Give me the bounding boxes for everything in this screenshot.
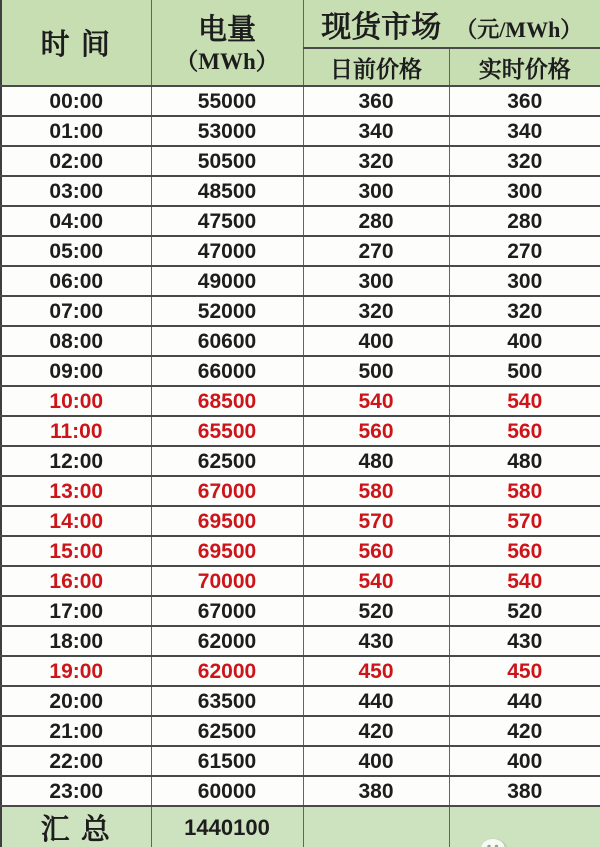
cell-real-time-price: 450 bbox=[449, 656, 600, 686]
cell-time: 08:00 bbox=[1, 326, 151, 356]
cell-energy: 50500 bbox=[151, 146, 303, 176]
cell-real-time-price: 580 bbox=[449, 476, 600, 506]
cell-energy: 69500 bbox=[151, 506, 303, 536]
cell-time: 13:00 bbox=[1, 476, 151, 506]
cell-energy: 68500 bbox=[151, 386, 303, 416]
cell-real-time-price: 570 bbox=[449, 506, 600, 536]
cell-time: 19:00 bbox=[1, 656, 151, 686]
table-row bbox=[1, 446, 600, 476]
cell-energy: 67000 bbox=[151, 596, 303, 626]
cell-energy: 60600 bbox=[151, 326, 303, 356]
table-row bbox=[1, 146, 600, 176]
cell-day-ahead-price: 480 bbox=[303, 446, 449, 476]
cell-energy: 70000 bbox=[151, 566, 303, 596]
table-row bbox=[1, 206, 600, 236]
cell-time: 15:00 bbox=[1, 536, 151, 566]
cell-day-ahead-price: 440 bbox=[303, 686, 449, 716]
table-row bbox=[1, 266, 600, 296]
cell-time: 04:00 bbox=[1, 206, 151, 236]
table-row bbox=[1, 506, 600, 536]
table-row bbox=[1, 236, 600, 266]
table-row bbox=[1, 716, 600, 746]
cell-time: 03:00 bbox=[1, 176, 151, 206]
summary-day-ahead-empty bbox=[303, 806, 449, 847]
cell-day-ahead-price: 270 bbox=[303, 236, 449, 266]
cell-real-time-price: 400 bbox=[449, 326, 600, 356]
cell-day-ahead-price: 320 bbox=[303, 296, 449, 326]
table-row bbox=[1, 176, 600, 206]
cell-energy: 67000 bbox=[151, 476, 303, 506]
cell-time: 21:00 bbox=[1, 716, 151, 746]
cell-energy: 47500 bbox=[151, 206, 303, 236]
table-footer bbox=[1, 806, 600, 847]
header-spot-market-unit: （元/MWh） bbox=[455, 16, 583, 42]
cell-real-time-price: 480 bbox=[449, 446, 600, 476]
cell-day-ahead-price: 300 bbox=[303, 176, 449, 206]
cell-energy: 49000 bbox=[151, 266, 303, 296]
cell-day-ahead-price: 280 bbox=[303, 206, 449, 236]
summary-energy-total: 1440100 bbox=[151, 806, 303, 847]
cell-energy: 61500 bbox=[151, 746, 303, 776]
cell-energy: 55000 bbox=[151, 86, 303, 116]
cell-real-time-price: 340 bbox=[449, 116, 600, 146]
cell-day-ahead-price: 380 bbox=[303, 776, 449, 806]
cell-real-time-price: 520 bbox=[449, 596, 600, 626]
cell-day-ahead-price: 430 bbox=[303, 626, 449, 656]
cell-time: 10:00 bbox=[1, 386, 151, 416]
table-row bbox=[1, 386, 600, 416]
cell-day-ahead-price: 580 bbox=[303, 476, 449, 506]
cell-energy: 65500 bbox=[151, 416, 303, 446]
cell-time: 18:00 bbox=[1, 626, 151, 656]
cell-time: 14:00 bbox=[1, 506, 151, 536]
cell-energy: 63500 bbox=[151, 686, 303, 716]
cell-real-time-price: 560 bbox=[449, 536, 600, 566]
cell-real-time-price: 500 bbox=[449, 356, 600, 386]
cell-day-ahead-price: 520 bbox=[303, 596, 449, 626]
cell-real-time-price: 560 bbox=[449, 416, 600, 446]
table-row bbox=[1, 86, 600, 116]
cell-day-ahead-price: 400 bbox=[303, 746, 449, 776]
cell-time: 20:00 bbox=[1, 686, 151, 716]
cell-day-ahead-price: 420 bbox=[303, 716, 449, 746]
cell-energy: 66000 bbox=[151, 356, 303, 386]
table-row bbox=[1, 656, 600, 686]
cell-energy: 62500 bbox=[151, 446, 303, 476]
cell-time: 09:00 bbox=[1, 356, 151, 386]
cell-real-time-price: 320 bbox=[449, 146, 600, 176]
cell-real-time-price: 440 bbox=[449, 686, 600, 716]
table-row bbox=[1, 776, 600, 806]
table-row bbox=[1, 296, 600, 326]
cell-energy: 53000 bbox=[151, 116, 303, 146]
cell-day-ahead-price: 320 bbox=[303, 146, 449, 176]
header-day-ahead-price: 日前价格 bbox=[303, 48, 449, 86]
cell-energy: 47000 bbox=[151, 236, 303, 266]
header-energy bbox=[151, 0, 303, 86]
cell-real-time-price: 270 bbox=[449, 236, 600, 266]
cell-day-ahead-price: 500 bbox=[303, 356, 449, 386]
cell-energy: 48500 bbox=[151, 176, 303, 206]
cell-day-ahead-price: 400 bbox=[303, 326, 449, 356]
cell-real-time-price: 420 bbox=[449, 716, 600, 746]
cell-time: 17:00 bbox=[1, 596, 151, 626]
cell-time: 06:00 bbox=[1, 266, 151, 296]
cell-energy: 62000 bbox=[151, 656, 303, 686]
table-row bbox=[1, 116, 600, 146]
cell-real-time-price: 300 bbox=[449, 266, 600, 296]
cell-time: 22:00 bbox=[1, 746, 151, 776]
table-row bbox=[1, 596, 600, 626]
cell-day-ahead-price: 300 bbox=[303, 266, 449, 296]
table-header bbox=[1, 0, 600, 86]
cell-day-ahead-price: 450 bbox=[303, 656, 449, 686]
header-energy-title: 电量 bbox=[197, 13, 256, 46]
cell-real-time-price: 540 bbox=[449, 566, 600, 596]
cell-real-time-price: 320 bbox=[449, 296, 600, 326]
header-spot-market-title: 现货市场 bbox=[321, 10, 442, 44]
cell-day-ahead-price: 340 bbox=[303, 116, 449, 146]
cell-real-time-price: 430 bbox=[449, 626, 600, 656]
cell-day-ahead-price: 540 bbox=[303, 386, 449, 416]
table-row bbox=[1, 536, 600, 566]
cell-day-ahead-price: 540 bbox=[303, 566, 449, 596]
cell-time: 02:00 bbox=[1, 146, 151, 176]
cell-real-time-price: 540 bbox=[449, 386, 600, 416]
table-row bbox=[1, 626, 600, 656]
header-spot-market bbox=[303, 0, 600, 48]
cell-day-ahead-price: 570 bbox=[303, 506, 449, 536]
cell-energy: 62000 bbox=[151, 626, 303, 656]
cell-time: 16:00 bbox=[1, 566, 151, 596]
cell-day-ahead-price: 360 bbox=[303, 86, 449, 116]
table-row bbox=[1, 476, 600, 506]
table-row bbox=[1, 746, 600, 776]
header-time: 时 间 bbox=[1, 0, 151, 86]
cell-time: 11:00 bbox=[1, 416, 151, 446]
cell-time: 23:00 bbox=[1, 776, 151, 806]
cell-time: 05:00 bbox=[1, 236, 151, 266]
header-real-time-price: 实时价格 bbox=[449, 48, 600, 86]
cell-time: 00:00 bbox=[1, 86, 151, 116]
cell-day-ahead-price: 560 bbox=[303, 536, 449, 566]
cell-time: 07:00 bbox=[1, 296, 151, 326]
summary-row bbox=[1, 806, 600, 847]
cell-real-time-price: 300 bbox=[449, 176, 600, 206]
cell-energy: 69500 bbox=[151, 536, 303, 566]
cell-time: 01:00 bbox=[1, 116, 151, 146]
table-row bbox=[1, 566, 600, 596]
cell-day-ahead-price: 560 bbox=[303, 416, 449, 446]
table-row bbox=[1, 356, 600, 386]
table-row bbox=[1, 326, 600, 356]
header-energy-unit: （MWh） bbox=[175, 48, 279, 74]
summary-label: 汇 总 bbox=[1, 806, 151, 847]
cell-real-time-price: 360 bbox=[449, 86, 600, 116]
cell-real-time-price: 380 bbox=[449, 776, 600, 806]
cell-real-time-price: 400 bbox=[449, 746, 600, 776]
summary-real-time-empty bbox=[449, 806, 600, 847]
cell-real-time-price: 280 bbox=[449, 206, 600, 236]
table-row bbox=[1, 686, 600, 716]
table-row bbox=[1, 416, 600, 446]
cell-energy: 52000 bbox=[151, 296, 303, 326]
cell-energy: 62500 bbox=[151, 716, 303, 746]
table-body bbox=[1, 86, 600, 806]
cell-time: 12:00 bbox=[1, 446, 151, 476]
cell-energy: 60000 bbox=[151, 776, 303, 806]
